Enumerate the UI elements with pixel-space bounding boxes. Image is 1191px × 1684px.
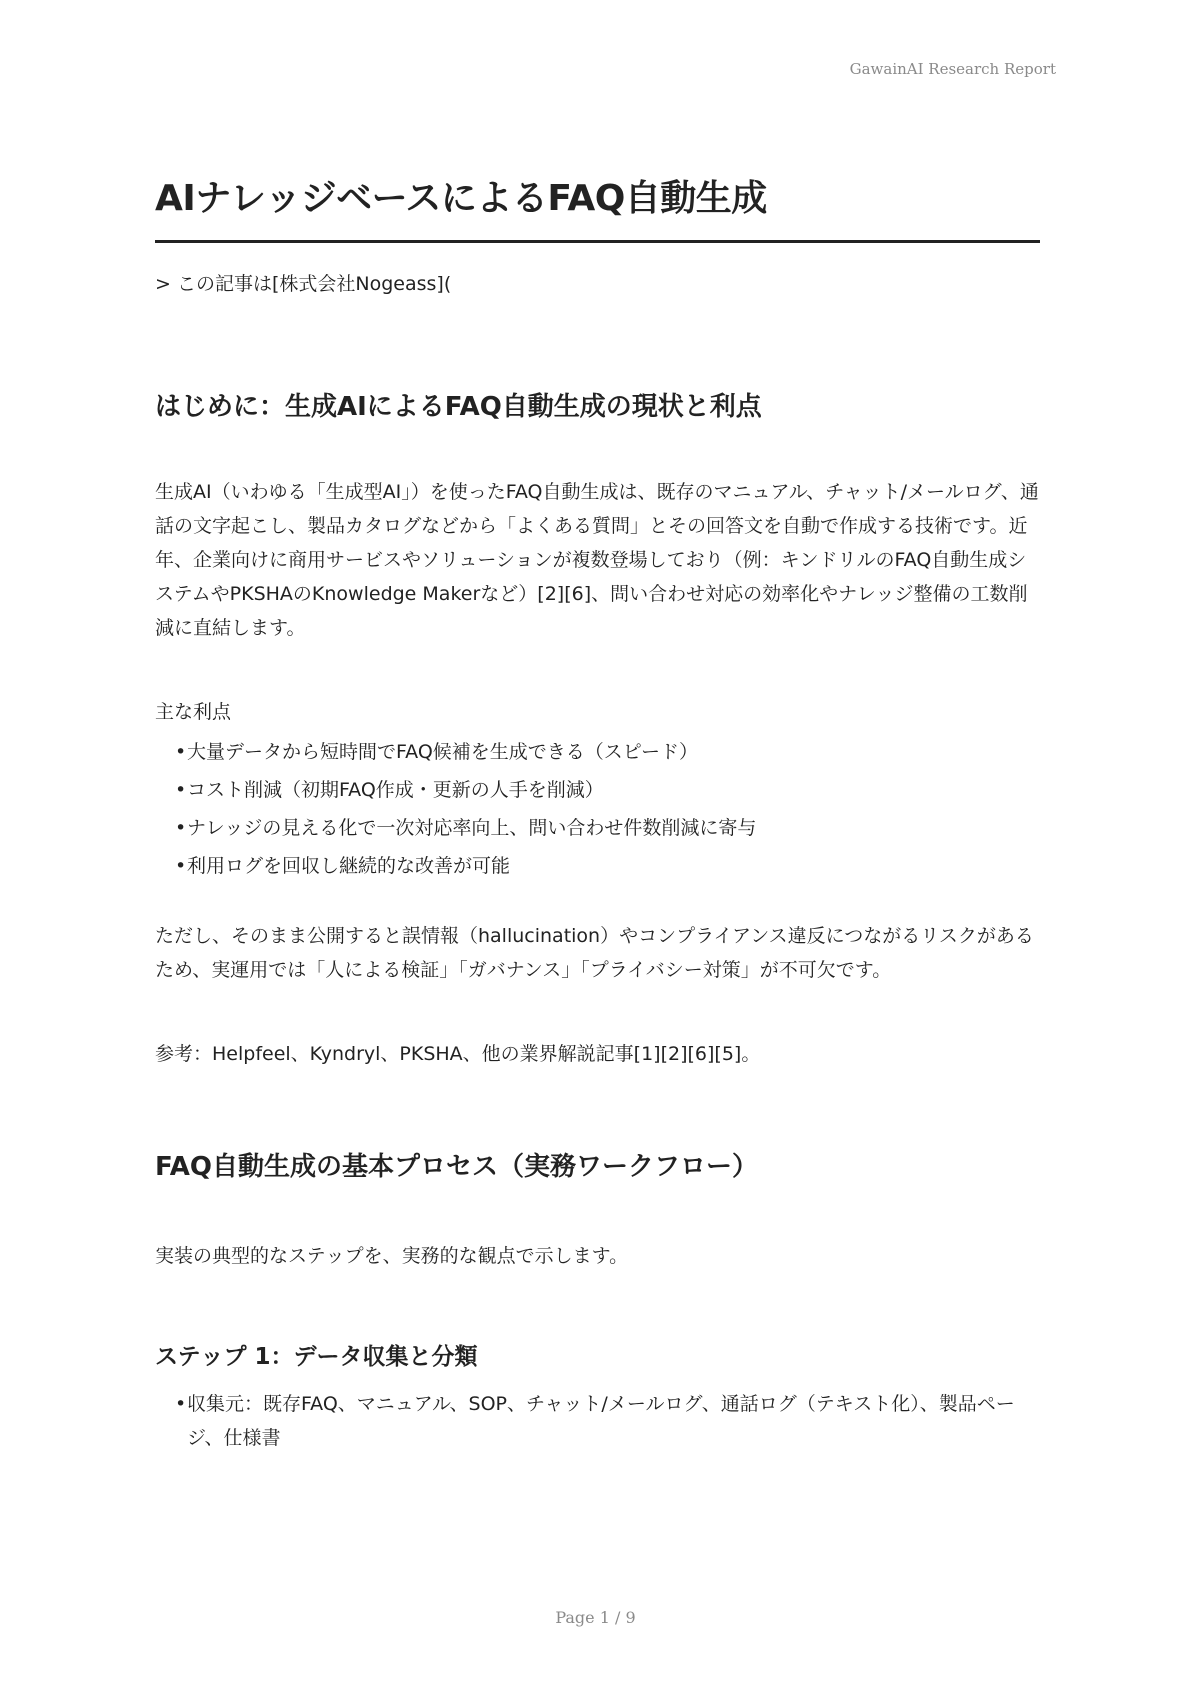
source-quote-line: > この記事は[株式会社Nogeass]( xyxy=(155,273,452,295)
list-item: • ナレッジの見える化で一次対応率向上、問い合わせ件数削減に寄与 xyxy=(175,811,1040,845)
list-item: • 収集元：既存FAQ、マニュアル、SOP、チャット/メールログ、通話ログ（テキスト化）、製品ページ、仕様書 xyxy=(175,1387,1040,1455)
section-heading-process: FAQ自動生成の基本プロセス（実務ワークフロー） xyxy=(155,1152,759,1182)
step1-heading: ステップ 1：データ収集と分類 xyxy=(155,1344,478,1370)
references-paragraph: 参考：Helpfeel、Kyndryl、PKSHA、他の業界解説記事[1][2][6][5]。 xyxy=(155,1043,761,1065)
list-item: • 利用ログを回収し継続的な改善が可能 xyxy=(175,849,1040,883)
running-header: GawainAI Research Report xyxy=(849,60,1056,78)
page-number: Page 1 / 9 xyxy=(555,1608,636,1627)
benefits-label: 主な利点 xyxy=(155,701,232,723)
section-heading-introduction: はじめに：生成AIによるFAQ自動生成の現状と利点 xyxy=(155,392,762,422)
list-item: • 大量データから短時間でFAQ候補を生成できる（スピード） xyxy=(175,735,1040,769)
benefits-list xyxy=(155,735,1040,883)
document-title: AIナレッジベースによるFAQ自動生成 xyxy=(155,178,767,219)
title-divider xyxy=(155,240,1040,243)
document-body xyxy=(155,172,1040,1459)
process-intro-paragraph: 実装の典型的なステップを、実務的な観点で示します。 xyxy=(155,1245,629,1267)
introduction-paragraph: 生成AI（いわゆる「生成型AI」）を使ったFAQ自動生成は、既存のマニュアル、チャット/メールログ、通話の文字起こし、製品カタログなどから「よくある質問」とその回答文を自動で作成する技術です。近年、企業向けに商用サービスやソリューションが複数登場しており（例：キンドリルのFAQ自動生成システムやPKSHAのKnowledge Makerなど）[2][6]、問い合わせ対応の効率化やナレッジ整備の工数削減に直結します。 xyxy=(155,481,1039,639)
step1-list xyxy=(155,1387,1040,1455)
list-item: • コスト削減（初期FAQ作成・更新の人手を削減） xyxy=(175,773,1040,807)
risk-caveat-paragraph: ただし、そのまま公開すると誤情報（hallucination）やコンプライアンス違反につながるリスクがあるため、実運用では「人による検証」「ガバナンス」「プライバシー対策」が不可欠です。 xyxy=(155,925,1034,981)
